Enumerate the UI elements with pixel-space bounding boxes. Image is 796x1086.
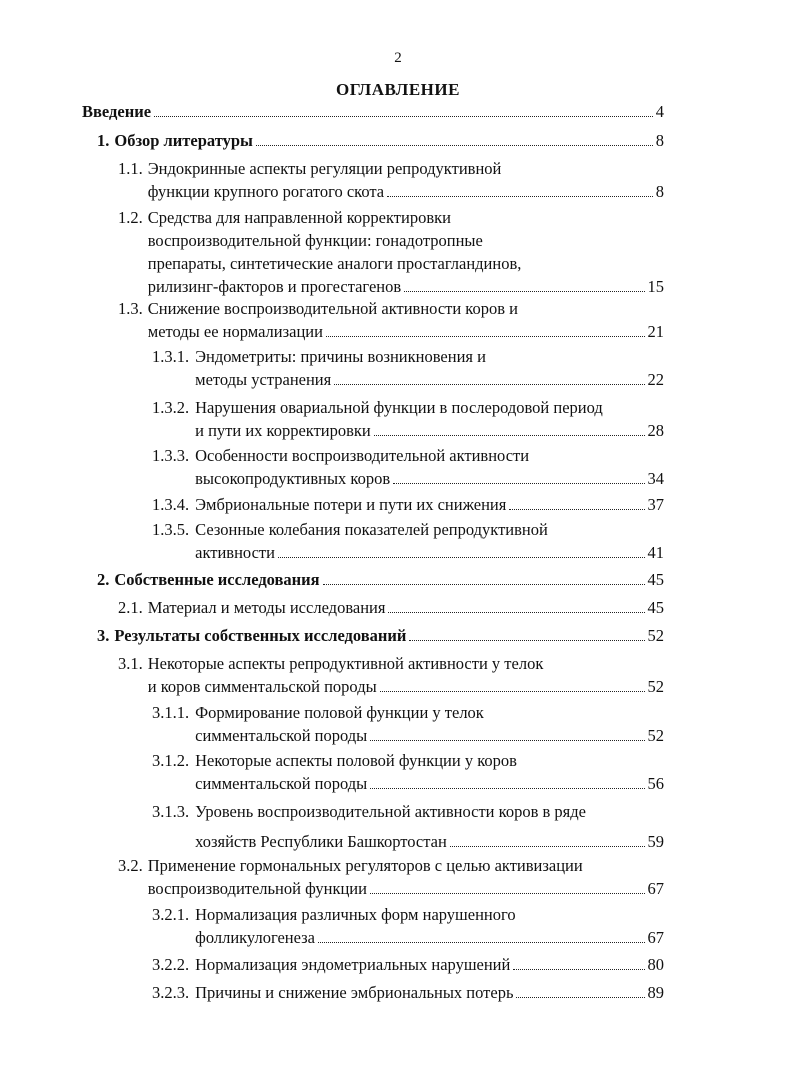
toc-entry-page: 89 bbox=[647, 983, 664, 1002]
toc-entry bbox=[152, 444, 664, 490]
toc-entry-line: фолликулогенеза bbox=[195, 928, 316, 947]
toc-entry bbox=[118, 297, 664, 343]
toc-entry-line: Особенности воспроизводительной активности bbox=[195, 446, 530, 465]
toc-entry bbox=[152, 701, 664, 747]
toc-entry-number: 1.3.2. bbox=[152, 398, 190, 417]
toc-entry-page: 8 bbox=[655, 131, 664, 150]
toc-entry-page: 67 bbox=[647, 879, 664, 898]
dot-leader bbox=[388, 612, 644, 613]
toc-entry-page: 45 bbox=[647, 570, 664, 589]
toc-entry bbox=[118, 596, 664, 619]
toc-entry-line: активности bbox=[195, 543, 275, 562]
dot-leader bbox=[513, 969, 644, 970]
toc-entry-number: 3.2.2. bbox=[152, 955, 190, 974]
toc-entry-page: 15 bbox=[647, 277, 664, 296]
toc-entry-line: Эндометриты: причины возникновения и bbox=[195, 347, 486, 366]
dot-leader bbox=[154, 116, 653, 117]
dot-leader bbox=[323, 584, 645, 585]
dot-leader bbox=[409, 640, 644, 641]
toc-entry-line: рилизинг-факторов и прогестагенов bbox=[147, 277, 402, 296]
toc-entry-number: 1.3.3. bbox=[152, 446, 190, 465]
dot-leader bbox=[380, 691, 645, 692]
toc-entry-number: 3.1.3. bbox=[152, 802, 190, 821]
toc-entry-page: 21 bbox=[647, 322, 664, 341]
toc-entry-line: Эндокринные аспекты регуляции репродуктивной bbox=[147, 159, 502, 178]
toc-entry-number: 1.2. bbox=[118, 208, 143, 227]
toc-entry-number: 1.1. bbox=[118, 159, 143, 178]
toc-entry-page: 59 bbox=[647, 832, 664, 851]
toc-entry bbox=[152, 749, 664, 795]
toc-entry-line: воспроизводительной функции bbox=[147, 879, 367, 898]
toc-entry-line: Применение гормональных регуляторов с целью активизации bbox=[147, 856, 583, 875]
toc-entry-number: 3.2.3. bbox=[152, 983, 190, 1002]
toc-entry-line: методы ее нормализации bbox=[147, 322, 323, 341]
toc-entry-page: 22 bbox=[647, 370, 664, 389]
dot-leader bbox=[370, 893, 645, 894]
toc-entry bbox=[152, 981, 664, 1004]
toc-entry-line: симментальской породы bbox=[195, 726, 368, 745]
toc-entry bbox=[118, 206, 664, 298]
toc-entry-number: 1.3.4. bbox=[152, 495, 190, 514]
toc-entry-page: 8 bbox=[655, 182, 664, 201]
toc-entry-line: Обзор литературы bbox=[114, 131, 253, 150]
toc-entry-page: 52 bbox=[647, 677, 664, 696]
toc-entry-number: 3.1.2. bbox=[152, 751, 190, 770]
toc-entry-line: Нормализация эндометриальных нарушений bbox=[195, 955, 511, 974]
toc-entry-number: 1.3. bbox=[118, 299, 143, 318]
toc-entry-line: Формирование половой функции у телок bbox=[195, 703, 484, 722]
toc-entry-number: 1.3.5. bbox=[152, 520, 190, 539]
toc-entry bbox=[97, 129, 664, 152]
dot-leader bbox=[370, 788, 644, 789]
toc-entry-page: 52 bbox=[647, 726, 664, 745]
toc-entry-number: 3.1. bbox=[118, 654, 143, 673]
dot-leader bbox=[404, 291, 644, 292]
toc-entry bbox=[97, 568, 664, 591]
dot-leader bbox=[450, 846, 645, 847]
dot-leader bbox=[387, 196, 653, 197]
dot-leader bbox=[374, 435, 645, 436]
toc-entry-number: 3. bbox=[97, 626, 110, 645]
toc-entry-page: 4 bbox=[655, 102, 664, 121]
toc-entry-line: Некоторые аспекты половой функции у коров bbox=[195, 751, 517, 770]
toc-entry bbox=[152, 518, 664, 564]
toc-entry-number: 1.3.1. bbox=[152, 347, 190, 366]
page-number: 2 bbox=[394, 50, 402, 66]
toc-entry-line: препараты, синтетические аналоги простагландинов, bbox=[147, 254, 522, 273]
toc-entry-number: 3.2. bbox=[118, 856, 143, 875]
toc-entry bbox=[152, 345, 664, 391]
toc-entry bbox=[152, 953, 664, 976]
toc-entry-line: Собственные исследования bbox=[114, 570, 320, 589]
toc-entry-line: Материал и методы исследования bbox=[147, 598, 386, 617]
toc-entry-line: функции крупного рогатого скота bbox=[147, 182, 385, 201]
toc-entry-line: и пути их корректировки bbox=[195, 421, 371, 440]
toc-entry bbox=[152, 396, 664, 442]
toc-entry-line: Снижение воспроизводительной активности коров и bbox=[147, 299, 518, 318]
toc-entry-line: симментальской породы bbox=[195, 774, 368, 793]
toc-entry bbox=[152, 903, 664, 949]
dot-leader bbox=[509, 509, 644, 510]
toc-entry bbox=[118, 854, 664, 900]
toc-entry-number: 2.1. bbox=[118, 598, 143, 617]
toc-entry bbox=[97, 624, 664, 647]
dot-leader bbox=[318, 942, 644, 943]
toc-entry-line: Средства для направленной корректировки bbox=[147, 208, 451, 227]
toc-entry-line: Введение bbox=[82, 102, 152, 121]
toc-entry-line: Уровень воспроизводительной активности коров в ряде bbox=[195, 802, 586, 821]
dot-leader bbox=[370, 740, 644, 741]
toc-entry-page: 41 bbox=[647, 543, 664, 562]
toc-entry-line: методы устранения bbox=[195, 370, 332, 389]
toc-entry-page: 28 bbox=[647, 421, 664, 440]
toc-entry-number: 1. bbox=[97, 131, 110, 150]
dot-leader bbox=[278, 557, 645, 558]
toc-entry bbox=[118, 652, 664, 698]
toc-entry-number: 2. bbox=[97, 570, 110, 589]
toc-entry-line: Причины и снижение эмбриональных потерь bbox=[195, 983, 514, 1002]
dot-leader bbox=[334, 384, 644, 385]
toc-entry-page: 56 bbox=[647, 774, 664, 793]
dot-leader bbox=[516, 997, 644, 998]
dot-leader bbox=[256, 145, 653, 146]
toc-entry-line: Нарушения овариальной функции в послеродовой период bbox=[195, 398, 603, 417]
toc-entry bbox=[82, 100, 664, 123]
toc-entry bbox=[152, 493, 664, 516]
dot-leader bbox=[393, 483, 644, 484]
toc-entry-line: Нормализация различных форм нарушенного bbox=[195, 905, 516, 924]
toc-entry-line: и коров симментальской породы bbox=[147, 677, 377, 696]
toc-entry-line: хозяйств Республики Башкортостан bbox=[195, 832, 447, 851]
toc-entry bbox=[118, 157, 664, 203]
toc-entry-page: 45 bbox=[647, 598, 664, 617]
toc-entry-page: 37 bbox=[647, 495, 664, 514]
toc-entry-page: 80 bbox=[647, 955, 664, 974]
toc-entry-line: воспроизводительной функции: гонадотропные bbox=[147, 231, 483, 250]
toc-entry-line: Некоторые аспекты репродуктивной активности у телок bbox=[147, 654, 544, 673]
toc-entry-number: 3.2.1. bbox=[152, 905, 190, 924]
toc-entry-line: Сезонные колебания показателей репродуктивной bbox=[195, 520, 548, 539]
dot-leader bbox=[326, 336, 645, 337]
toc-entry-line: высокопродуктивных коров bbox=[195, 469, 391, 488]
toc-title: ОГЛАВЛЕНИЕ bbox=[336, 80, 460, 99]
toc-entry-page: 52 bbox=[647, 626, 664, 645]
toc-entry-page: 34 bbox=[647, 469, 664, 488]
toc-entry bbox=[152, 797, 664, 857]
toc-entry-number: 3.1.1. bbox=[152, 703, 190, 722]
toc-entry-line: Эмбриональные потери и пути их снижения bbox=[195, 495, 507, 514]
toc-entry-line: Результаты собственных исследований bbox=[114, 626, 407, 645]
toc-entry-page: 67 bbox=[647, 928, 664, 947]
